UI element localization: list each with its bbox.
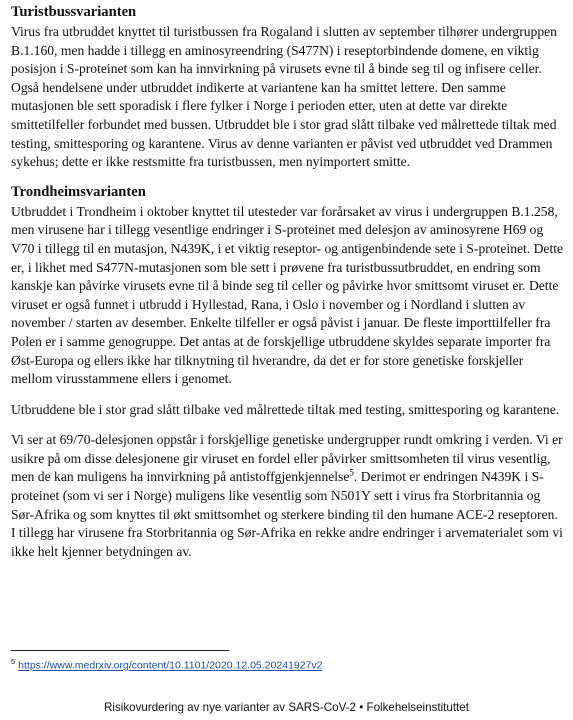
paragraph-trondheim-1: Utbruddet i Trondheim i oktober knyttet til utesteder var forårsaket av virus i undergruppen B.1.258, men virusene har i tillegg vesentlige endringer i S-proteinet med delesjon av aminosyrene H69 og V70 i tillegg til en mutasjon, N439K, i et viktig reseptor- og antigenbindende sete i S-proteinet. Dette er, i likhet med S477N-mutasjonen som ble sett i prøvene fra turistbussutbruddet, en endring som kanskje kan påvirke virusets evne til å binde seg til celler og påvirke hvor smittsomt viruset er. Dette viruset er også funnet i utbrudd i Hyllestad, Rana, i Oslo i november og i Nordland i slutten av november / starten av desember. Enkelte tilfeller er også påvist i januar. De fleste importtilfeller fra Polen er i samme genogruppe. Det antas at de forskjellige utbruddene skyldes separate importer fra Øst-Europa og ellers ikke har tilknytning til hverandre, da det er for store genetiske forskjeller mellom virusstammene ellers i genomet.: [11, 203, 564, 387]
closing-text-end: . Derimot er endringen N439K i S-proteinet (som vi ser i Norge) muligens like vesentlig som N501Y sett i virus fra Storbritannia og Sør-Afrika og som knyttes til økt smittsomhet og sterkere binding til den humane ACE-2 reseptoren. I tillegg har virusene fra Storbritannia og Sør-Afrika en rekke andre endringer i arvematerialet som vi ikke helt kjenner betydningen av.: [11, 469, 563, 559]
paragraph-turistbuss: Virus fra utbruddet knyttet til turistbussen fra Rogaland i slutten av september tilhører undergruppen B.1.160, men hadde i tillegg en aminosyreendring (S477N) i reseptorbindende domene, en viktig posisjon i S-proteinet som kan ha innvirkning på virusets evne til å binde seg til og infisere celler. Også hendelsene under utbruddet indikerte at variantene kan ha smittet lettere. Den samme mutasjonen ble sett sporadisk i flere fylker i Norge i perioden etter, uten at dette var direkte smittetilfeller forbundet med bussen. Utbruddet ble i stor grad slått tilbake ved målrettede tiltak med testing, smittesporing og karantene. Virus av denne varianten er påvist ved utbruddet ved Drammen sykehus; dette er ikke restsmitte fra turistbussen, men nyimportert smitte.: [11, 24, 557, 170]
page-footer: Risikovurdering av nye varianter av SARS-CoV-2 • Folkehelseinstituttet: [104, 701, 469, 714]
section-heading-trondheim: Trondheimsvarianten: [11, 183, 146, 200]
paragraph-closing: [11, 431, 564, 561]
footnote: [11, 657, 323, 672]
footnote-divider: [11, 650, 229, 651]
footnote-number: 5: [11, 657, 16, 666]
footnote-reference[interactable]: 5: [349, 467, 354, 478]
document-body: [11, 3, 564, 561]
closing-text-start: Vi ser at 69/70-delesjonen oppstår i forskjellige genetiske undergrupper rundt omkring i verden. Vi er usikre på om disse delesjonene gir viruset en fordel eller påvirker smittsomheten til virus vesentlig, men de kan muligens ha innvirkning på antistoffgjenkjennelse: [11, 432, 563, 485]
section-heading-turistbuss: Turistbussvarianten: [11, 4, 137, 20]
paragraph-trondheim-2: Utbruddene ble i stor grad slått tilbake ved målrettede tiltak med testing, smittesporing og karantene.: [11, 401, 560, 417]
footnote-link[interactable]: https://www.medrxiv.org/content/10.1101/2020.12.05.20241927v2: [18, 659, 323, 672]
